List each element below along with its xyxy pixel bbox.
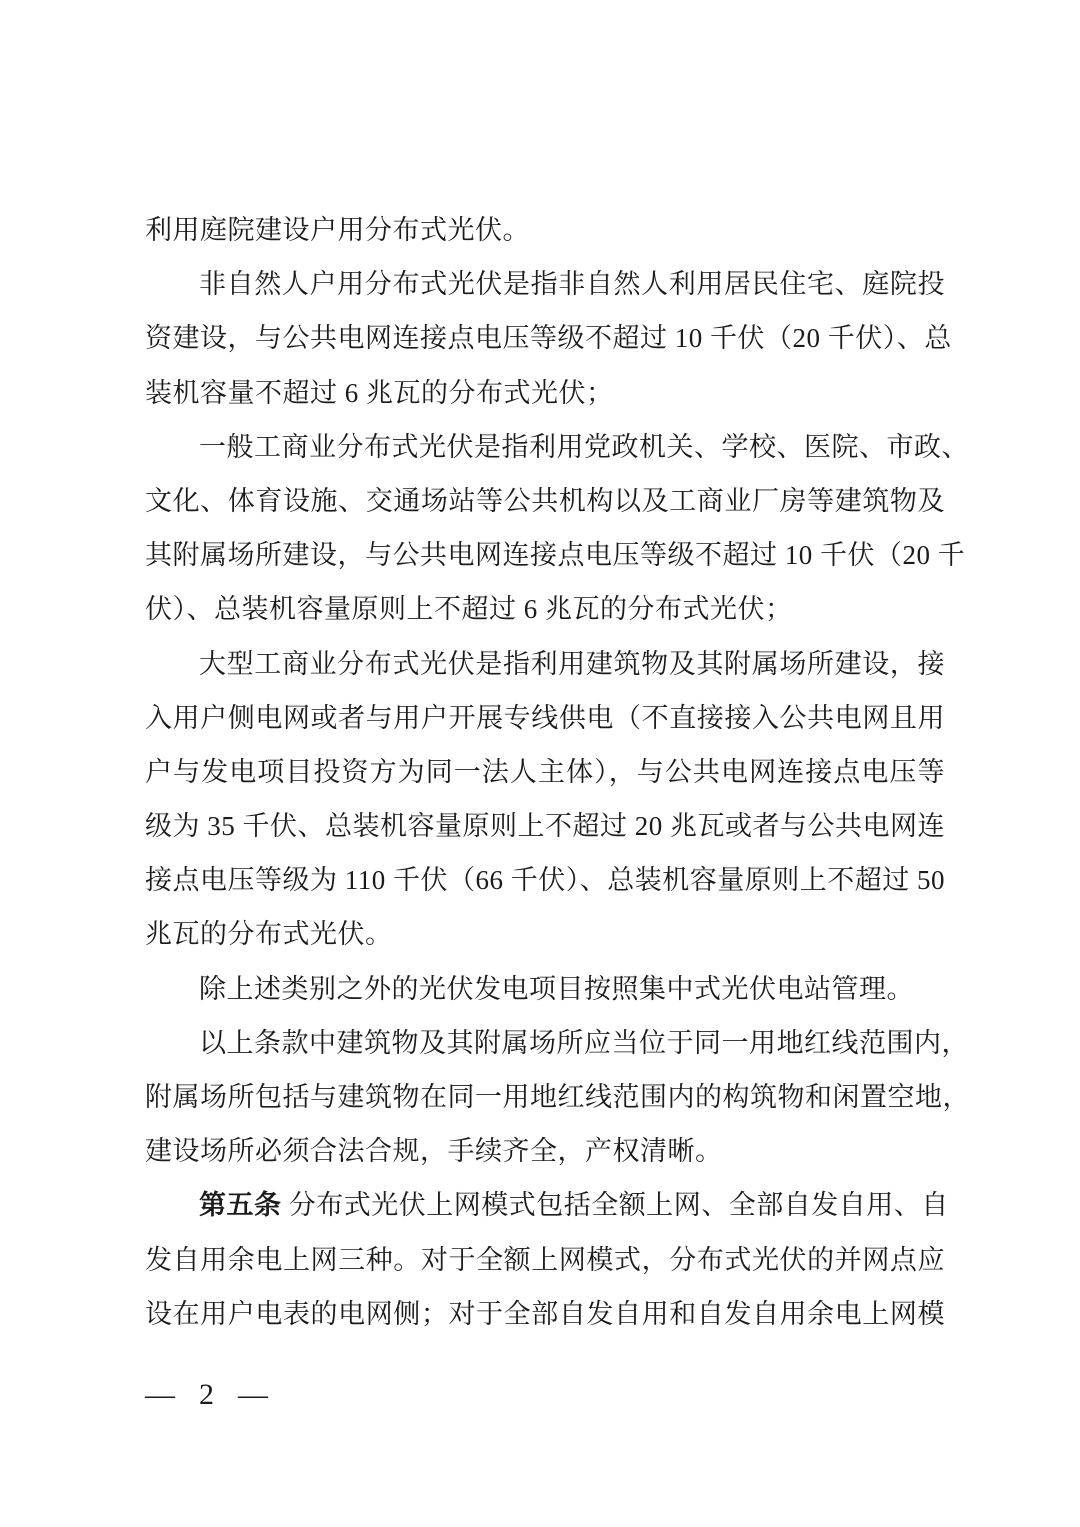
text-line <box>145 311 952 365</box>
text-line <box>145 1233 945 1287</box>
line-text: 装机容量不超过 6 兆瓦的分布式光伏； <box>145 377 614 408</box>
line-text: 除上述类别之外的光伏发电项目按照集中式光伏电站管理。 <box>199 973 914 1004</box>
document-body <box>145 203 970 1341</box>
text-line <box>145 528 966 582</box>
text-line <box>145 1287 945 1341</box>
text-line <box>145 691 945 745</box>
line-text: 大型工商业分布式光伏是指利用建筑物及其附属场所建设，接 <box>199 648 945 679</box>
line-text: 发自用余电上网三种。对于全额上网模式，分布式光伏的并网点应 <box>145 1244 945 1275</box>
line-text: 级为 35 千伏、总装机容量原则上不超过 20 兆瓦或者与公共电网连 <box>145 811 945 842</box>
line-text: 户与发电项目投资方为同一法人主体），与公共电网连接点电压等 <box>145 756 945 787</box>
text-line <box>145 257 945 311</box>
line-text: 建设场所必须合法合规，手续齐全，产权清晰。 <box>145 1136 723 1167</box>
line-text: 入用户侧电网或者与用户开展专线供电（不直接接入公共电网且用 <box>145 702 945 733</box>
text-line <box>145 907 945 961</box>
text-line <box>145 366 945 420</box>
line-text: 文化、体育设施、交通场站等公共机构以及工商业厂房等建筑物及 <box>145 485 945 516</box>
line-text: 附属场所包括与建筑物在同一用地红线范围内的构筑物和闲置空地， <box>145 1082 970 1112</box>
text-line <box>145 1016 969 1070</box>
footer-dash-left: — <box>145 1378 175 1411</box>
line-text: 接点电压等级为 110 千伏（66 千伏）、总装机容量原则上不超过 50 <box>145 865 945 896</box>
line-text: 非自然人户用分布式光伏是指非自然人利用居民住宅、庭院投 <box>199 269 945 300</box>
page-number: 2 <box>199 1378 214 1411</box>
text-line <box>145 637 945 691</box>
text-line <box>145 962 945 1016</box>
line-text: 伏）、总装机容量原则上不超过 6 兆瓦的分布式光伏； <box>145 594 793 625</box>
page-footer <box>145 1378 268 1412</box>
text-line <box>145 853 945 907</box>
text-line <box>145 1124 945 1178</box>
line-text: 设在用户电表的电网侧；对于全部自发自用和自发自用余电上网模 <box>145 1298 945 1329</box>
line-text: 一般工商业分布式光伏是指利用党政机关、学校、医院、市政、 <box>199 431 969 462</box>
text-line <box>145 420 969 474</box>
line-text: 兆瓦的分布式光伏。 <box>145 919 393 950</box>
text-line <box>145 799 945 853</box>
text-line <box>145 1178 949 1232</box>
line-text: 以上条款中建筑物及其附属场所应当位于同一用地红线范围内， <box>199 1027 969 1058</box>
text-line <box>145 745 945 799</box>
line-text: 其附属场所建设，与公共电网连接点电压等级不超过 10 千伏（20 千 <box>145 540 966 571</box>
article-number-bold: 第五条 <box>199 1190 282 1221</box>
text-line <box>145 582 945 636</box>
footer-dash-right: — <box>238 1378 268 1411</box>
text-line <box>145 474 945 528</box>
text-line <box>145 1070 970 1124</box>
line-text: 利用庭院建设户用分布式光伏。 <box>145 215 530 245</box>
line-text: 资建设，与公共电网连接点电压等级不超过 10 千伏（20 千伏）、总 <box>145 323 952 354</box>
line-text: 分布式光伏上网模式包括全额上网、全部自发自用、自 <box>281 1190 949 1221</box>
text-line <box>145 203 945 257</box>
